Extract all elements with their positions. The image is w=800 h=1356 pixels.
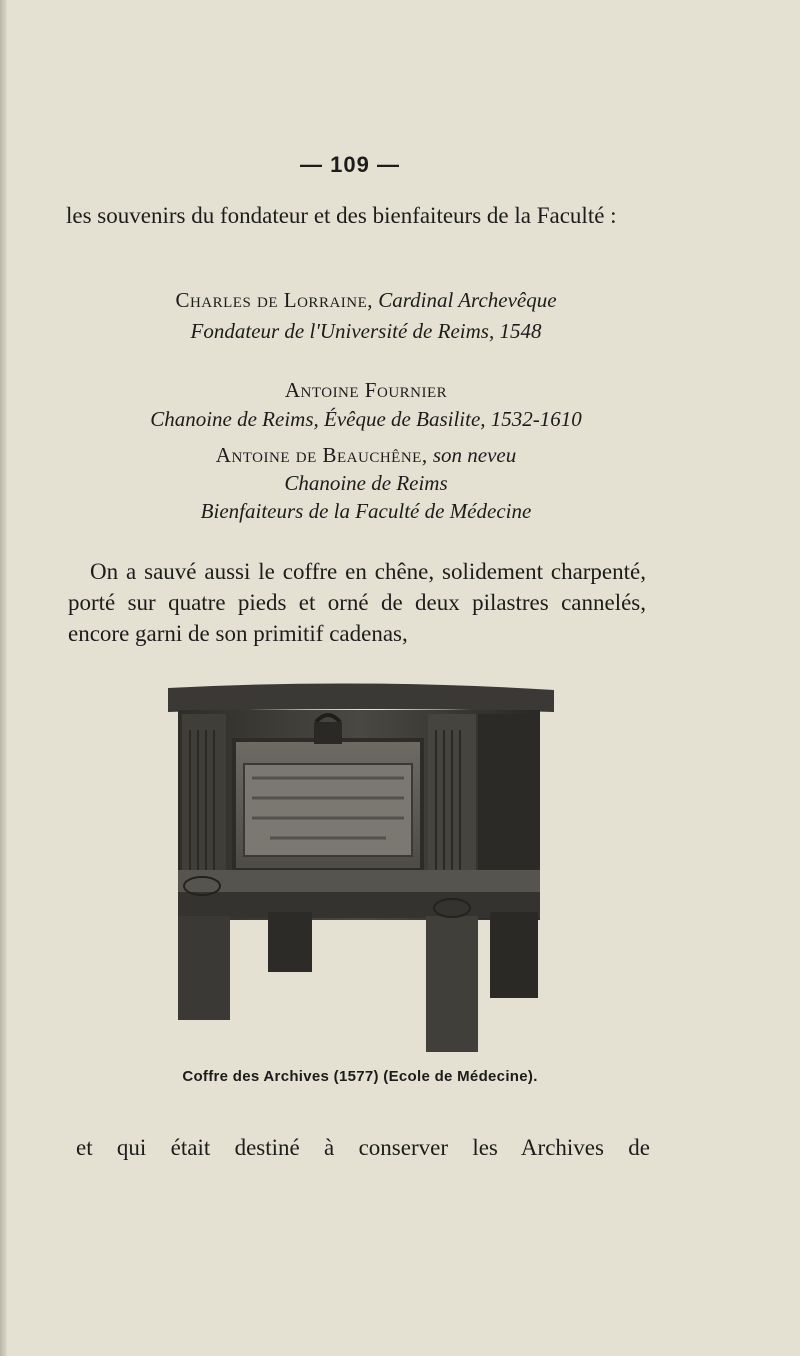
inscription-line-6: Chanoine de Reims <box>284 471 448 495</box>
inscription-line-4: Chanoine de Reims, Évêque de Basilite, 1532-1610 <box>150 407 582 431</box>
inscription-line-7: Bienfaiteurs de la Faculté de Médecine <box>200 499 532 523</box>
chest-leg-back-right <box>490 912 538 998</box>
figure-caption: Coffre des Archives (1577) (Ecole de Médecine). <box>182 1068 538 1085</box>
paragraph-2 <box>68 556 646 649</box>
paragraph-1: les souvenirs du fondateur et des bienfaiteurs de la Faculté : <box>66 203 617 228</box>
inscription-line-2: Fondateur de l'Université de Reims, 1548 <box>190 319 542 343</box>
inscription-line-1 <box>50 286 682 314</box>
page-number: — 109 — <box>300 152 400 177</box>
inscription-line-5 <box>50 441 682 469</box>
chest-lid <box>168 683 554 712</box>
paragraph-2-text: On a sauvé aussi le coffre en chêne, solidement charpenté, porté sur quatre pieds et orné de deux pilastres cannelés, encore garni de son primitif cadenas, <box>68 559 646 646</box>
padlock <box>314 722 342 744</box>
chest-leg-back-left <box>268 912 312 972</box>
paragraph-3: et qui était destiné à conserver les Archives de <box>76 1135 650 1160</box>
chest-leg-front-left <box>178 916 230 1020</box>
inscription-name-fournier: Antoine Fournier <box>284 378 448 402</box>
chest-leg-front-right <box>426 916 478 1052</box>
inscription-title-cardinal: Cardinal Archevêque <box>378 288 557 312</box>
inscription-name-beauchene: Antoine de Beauchêne, <box>215 443 428 467</box>
chest-illustration <box>160 680 560 1060</box>
coffre-photograph <box>160 680 560 1060</box>
page-edge-shadow <box>0 0 7 1356</box>
inscription-name-charles: Charles de Lorraine, <box>175 288 374 312</box>
inscription-title-neveu: son neveu <box>432 443 517 467</box>
